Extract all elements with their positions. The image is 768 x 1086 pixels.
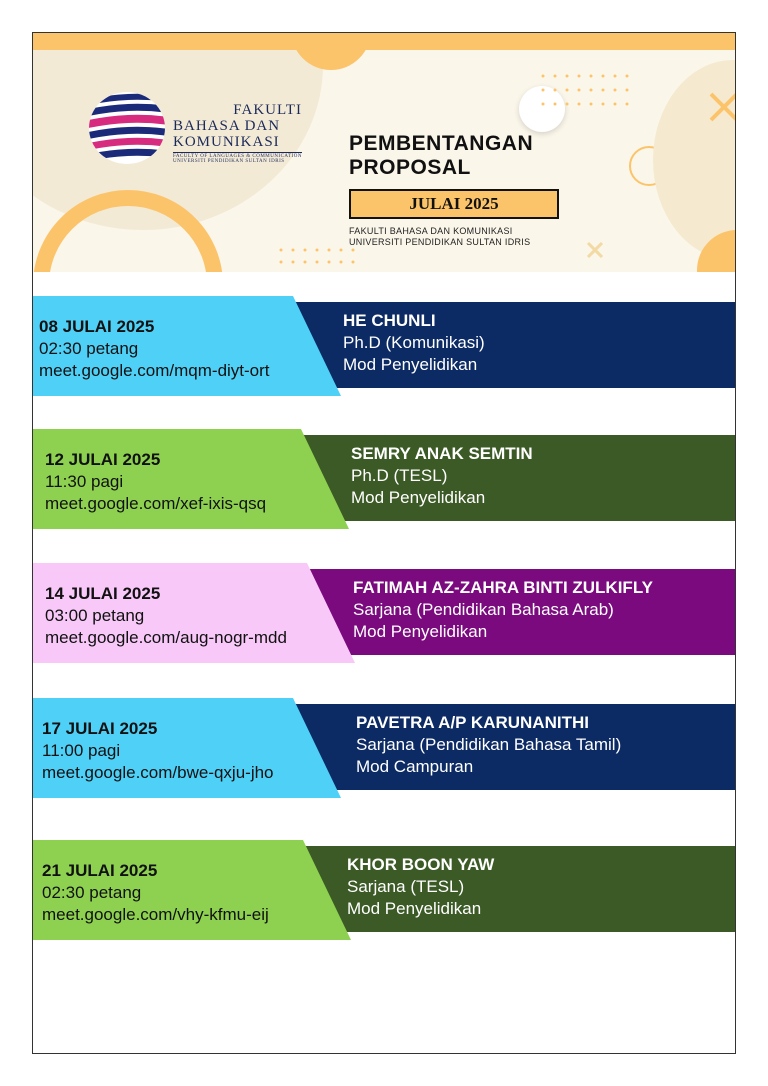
presenter-name: HE CHUNLI xyxy=(343,311,436,330)
session-time: 02:30 petang xyxy=(39,339,139,358)
faculty-logo-icon xyxy=(79,90,169,166)
presenter-mode: Mod Penyelidikan xyxy=(343,355,478,374)
session-row xyxy=(33,840,736,940)
session-date: 17 JULAI 2025 xyxy=(42,719,158,738)
presenter-text xyxy=(351,443,533,509)
session-row xyxy=(33,429,736,529)
session-row xyxy=(33,296,736,396)
deco-small-x-icon xyxy=(585,240,605,260)
logo-line-2: BAHASA DAN xyxy=(173,118,281,134)
session-time: 03:00 petang xyxy=(45,606,145,625)
top-accent-bar xyxy=(33,33,736,50)
session-date: 14 JULAI 2025 xyxy=(45,584,161,603)
schedule-text xyxy=(39,316,270,382)
presenter-text xyxy=(353,577,653,643)
presenter-name: FATIMAH AZ-ZAHRA BINTI ZULKIFLY xyxy=(353,578,653,597)
session-date: 12 JULAI 2025 xyxy=(45,450,161,469)
logo-line-3: KOMUNIKASI xyxy=(173,134,280,150)
presenter-program: Sarjana (Pendidikan Bahasa Arab) xyxy=(353,600,614,619)
session-time: 11:30 pagi xyxy=(45,472,124,491)
meet-link[interactable]: meet.google.com/mqm-diyt-ort xyxy=(39,361,270,380)
schedule-text xyxy=(45,583,287,649)
presenter-name: PAVETRA A/P KARUNANITHI xyxy=(356,713,589,732)
session-row xyxy=(33,698,736,798)
meet-link[interactable]: meet.google.com/bwe-qxju-jho xyxy=(42,763,274,782)
meet-link[interactable]: meet.google.com/vhy-kfmu-eij xyxy=(42,905,269,924)
schedule-text xyxy=(42,718,274,784)
presenter-program: Ph.D (Komunikasi) xyxy=(343,333,485,352)
organization xyxy=(349,226,530,248)
presenter-program: Ph.D (TESL) xyxy=(351,466,448,485)
presenter-text xyxy=(347,854,494,920)
logo-line-1: FAKULTI xyxy=(233,102,302,118)
meet-link[interactable]: meet.google.com/xef-ixis-qsq xyxy=(45,494,267,513)
presenter-text xyxy=(356,712,621,778)
deco-dot-row xyxy=(277,246,367,270)
presenter-text xyxy=(343,310,485,376)
poster-header xyxy=(33,50,736,272)
presenter-program: Sarjana (TESL) xyxy=(347,877,465,896)
month-badge: JULAI 2025 xyxy=(349,189,559,219)
presenter-mode: Mod Penyelidikan xyxy=(347,899,482,918)
presenter-mode: Mod Penyelidikan xyxy=(353,622,488,641)
org-line-1: FAKULTI BAHASA DAN KOMUNIKASI xyxy=(349,226,513,236)
presenter-mode: Mod Campuran xyxy=(356,757,474,776)
presenter-mode: Mod Penyelidikan xyxy=(351,488,486,507)
deco-dot-grid xyxy=(539,72,649,122)
logo-sub-2: UNIVERSITI PENDIDIKAN SULTAN IDRIS xyxy=(173,159,285,164)
title-line-2: PROPOSAL xyxy=(349,156,471,179)
deco-x-mark-icon xyxy=(707,90,736,124)
poster-title xyxy=(349,132,533,180)
org-line-2: UNIVERSITI PENDIDIKAN SULTAN IDRIS xyxy=(349,237,531,247)
session-row xyxy=(33,563,736,663)
poster-frame xyxy=(32,32,736,1054)
presenter-name: KHOR BOON YAW xyxy=(347,855,495,874)
session-time: 02:30 petang xyxy=(42,883,142,902)
schedule-text xyxy=(45,449,266,515)
presenter-program: Sarjana (Pendidikan Bahasa Tamil) xyxy=(356,735,622,754)
faculty-logo-text xyxy=(173,102,302,164)
schedule-text xyxy=(42,860,269,926)
presenter-name: SEMRY ANAK SEMTIN xyxy=(351,444,533,463)
session-date: 21 JULAI 2025 xyxy=(42,861,158,880)
title-line-1: PEMBENTANGAN xyxy=(349,132,534,155)
meet-link[interactable]: meet.google.com/aug-nogr-mdd xyxy=(45,628,287,647)
session-time: 11:00 pagi xyxy=(42,741,121,760)
session-date: 08 JULAI 2025 xyxy=(39,317,155,336)
logo-sub-1: FACULTY OF LANGUAGES & COMMUNICATION xyxy=(173,154,302,159)
